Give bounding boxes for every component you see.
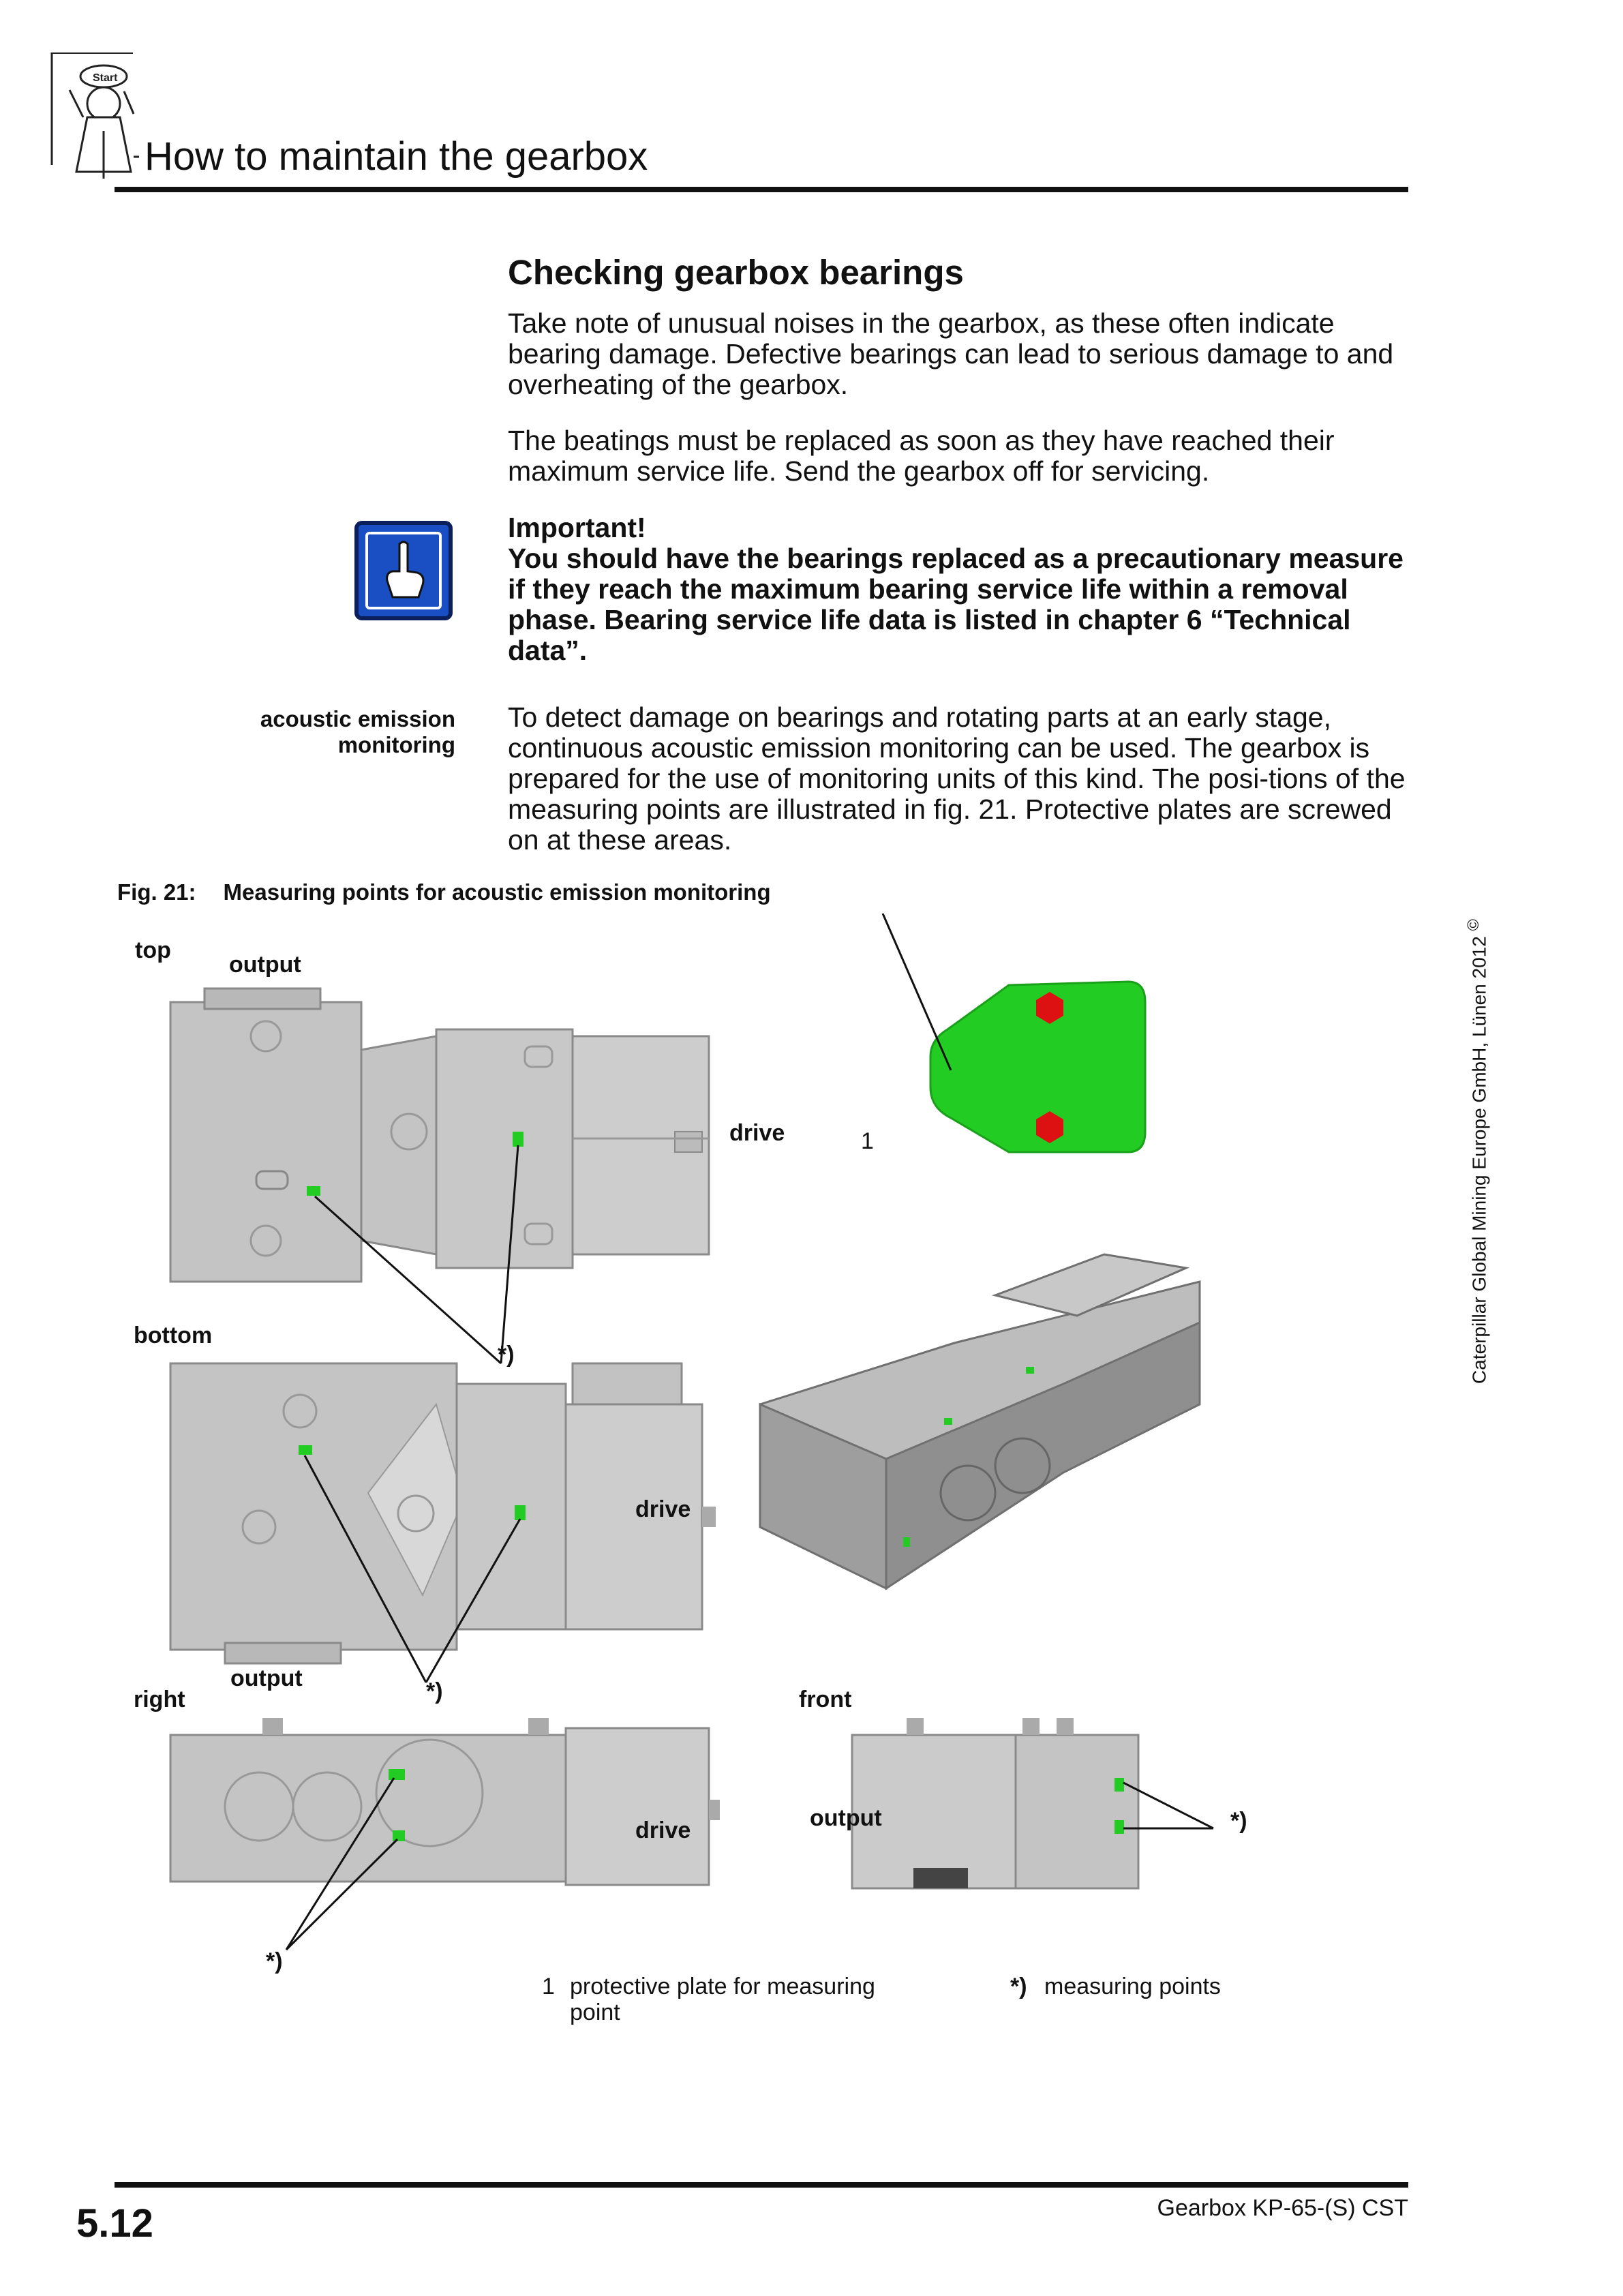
label-front: front [799,1687,852,1712]
important-title: Important! [508,512,646,543]
legend-key-points: *) [1010,1974,1027,1999]
gearbox-top-view [170,988,709,1282]
marker-bottom-view: *) [426,1678,443,1704]
label-plate-number: 1 [861,1128,874,1154]
label-drive-bottom: drive [635,1496,691,1522]
page-number: 5.12 [76,2201,153,2246]
section-heading: Checking gearbox bearings [508,253,964,292]
label-drive-right: drive [635,1817,691,1843]
marker-top-view: *) [498,1342,515,1368]
label-output-front: output [810,1805,882,1831]
page-header-title: How to maintain the gearbox [145,134,648,179]
figure-title: Measuring points for acoustic emission monitoring [223,879,771,905]
copyright-text: Caterpillar Global Mining Europe GmbH, Lünen 2012 [1468,936,1490,1384]
icon-start-label: Start [93,72,118,84]
marker-front-view: *) [1230,1808,1247,1834]
label-right: right [134,1687,185,1712]
pointing-hand-icon [354,521,453,620]
figure-number: Fig. 21: [117,879,196,905]
paragraph-replace: The beatings must be replaced as soon as they have reached their maximum service life. Send the gearbox off for servicing. [508,425,1335,487]
label-output-right: output [230,1665,303,1691]
footer-rule [115,2182,1408,2188]
figure-21-drawing [0,913,1431,2045]
label-drive-top: drive [729,1120,785,1146]
marker-right-view: *) [266,1948,283,1974]
paragraph-acoustic: To detect damage on bearings and rotating parts at an early stage, continuous acoustic emission monitoring can be used. The gearbox is prepared for the use of monitoring units of this kind. The posi-tions of the measuring points are illustrated in fig. 21. Protective plates are screwed on at these areas. [508,701,1406,856]
paragraph-noises: Take note of unusual noises in the gearbox, as these often indicate bearing damage. Defective bearings can lead to serious damage to and overheating of the gearbox. [508,307,1394,400]
legend-text-plate: protective plate for measuring point [570,1974,875,2025]
start-worker-icon [49,49,139,185]
important-text: You should have the bearings replaced as a precautionary measure if they reach the maximum bearing service life within a removal phase. Bearing service life data is listed in chapter 6 “Technical data”. [508,543,1404,666]
label-output-top: output [229,952,301,978]
legend-key-plate: 1 [542,1974,555,1999]
side-label-acoustic: acoustic emission monitoring [260,706,455,757]
gearbox-right-view [170,1718,720,1885]
gearbox-front-view [852,1718,1138,1888]
label-top: top [135,937,171,963]
figure-caption [117,879,771,905]
header-rule [115,187,1408,192]
copyright-notice [1464,919,1490,1384]
label-bottom: bottom [134,1323,213,1348]
copyright-symbol: © [1464,919,1482,931]
gearbox-bottom-view [170,1363,716,1663]
protective-plate [930,982,1145,1152]
gearbox-isometric-view [760,1254,1200,1588]
legend-text-points: measuring points [1044,1974,1221,1999]
footer-document-title: Gearbox KP-65-(S) CST [1157,2195,1408,2221]
